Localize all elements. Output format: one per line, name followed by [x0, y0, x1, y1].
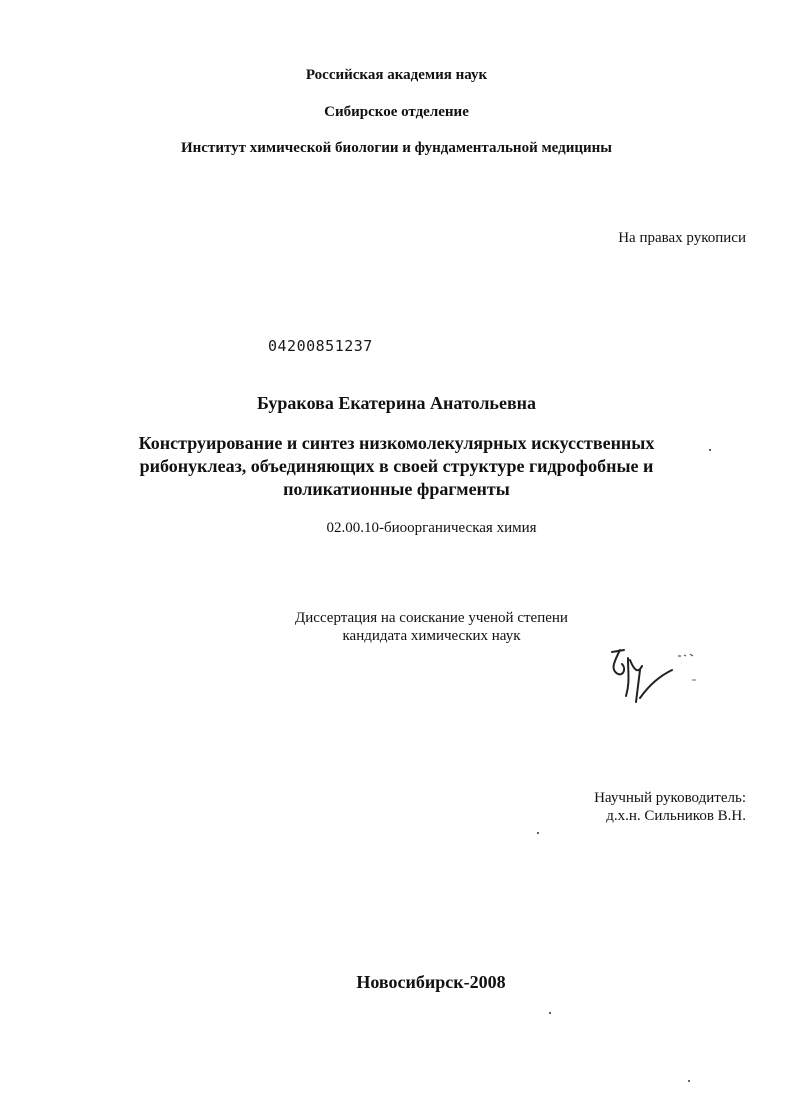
manuscript-note: На правах рукописи [618, 230, 746, 246]
author-name: Буракова Екатерина Анатольевна [256, 393, 537, 413]
scan-speck [537, 832, 539, 834]
supervisor-name: д.х.н. Сильников В.Н. [606, 808, 746, 824]
academy-name: Российская академия наук [305, 67, 488, 83]
scan-speck [688, 1080, 690, 1082]
scan-speck [709, 449, 711, 451]
scan-speck [549, 1012, 551, 1014]
title-line-2: рибонуклеаз, объединяющих в своей структуре гидрофобные и [139, 456, 654, 476]
title-line-1: Конструирование и синтез низкомолекулярных искусственных [138, 433, 655, 453]
signature-image [600, 640, 710, 710]
barcode-number: 04200851237 [268, 337, 373, 355]
dissertation-line-1: Диссертация на соискание ученой степени [295, 610, 568, 626]
institute-name: Институт химической биологии и фундаментальной медицины [180, 140, 613, 156]
specialty-code: 02.00.10-биоорганическая химия [326, 520, 537, 536]
dissertation-line-2: кандидата химических наук [342, 628, 521, 644]
supervisor-label: Научный руководитель: [594, 790, 746, 806]
branch-name: Сибирское отделение [324, 104, 469, 120]
title-line-3: поликатионные фрагменты [283, 479, 510, 499]
city-year: Новосибирск-2008 [356, 972, 506, 992]
